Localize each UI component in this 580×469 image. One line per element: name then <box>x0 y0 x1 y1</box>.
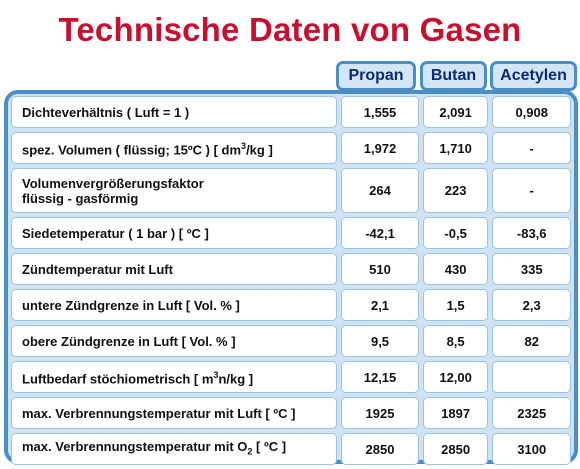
value-butan: 2850 <box>423 433 489 465</box>
value-butan: 223 <box>423 168 489 213</box>
row-label: max. Verbrennungstemperatur mit Luft [ ºC ] <box>11 397 337 429</box>
value-butan: 8,5 <box>423 325 489 357</box>
value-propan: 510 <box>341 253 419 285</box>
value-butan: 2,091 <box>423 96 489 128</box>
table-row <box>11 168 571 213</box>
value-butan: 1897 <box>423 397 489 429</box>
column-header-propan: Propan <box>336 61 416 91</box>
value-propan: 264 <box>341 168 419 213</box>
table-row <box>11 325 571 357</box>
value-acetylen: -83,6 <box>492 217 571 249</box>
value-acetylen: 3100 <box>492 433 571 465</box>
value-butan: -0,5 <box>423 217 489 249</box>
row-label: Zündtemperatur mit Luft <box>11 253 337 285</box>
row-label: untere Zündgrenze in Luft [ Vol. % ] <box>11 289 337 321</box>
value-propan: 1925 <box>341 397 419 429</box>
column-header-acetylen: Acetylen <box>490 61 577 91</box>
value-acetylen: 0,908 <box>492 96 571 128</box>
table-row <box>11 217 571 249</box>
value-acetylen <box>492 361 571 393</box>
value-acetylen: 2,3 <box>492 289 571 321</box>
value-acetylen: 335 <box>492 253 571 285</box>
value-acetylen: - <box>492 168 571 213</box>
value-acetylen: - <box>492 132 571 164</box>
row-label: max. Verbrennungstemperatur mit $O_2$ [ ºC ] <box>11 433 337 465</box>
row-label: Luftbedarf stöchiometrisch [ $m^3n/kg$ ] <box>11 361 337 393</box>
value-butan: 430 <box>423 253 489 285</box>
table-row <box>11 253 571 285</box>
value-propan: 2,1 <box>341 289 419 321</box>
value-butan: 12,00 <box>423 361 489 393</box>
table-row <box>11 132 571 164</box>
value-propan: -42,1 <box>341 217 419 249</box>
gas-data-table <box>4 90 578 464</box>
row-label: spez. Volumen ( flüssig; 15ºC ) [ $dm^3/kg$ ] <box>11 132 337 164</box>
row-label: Volumenvergrößerungsfaktor flüssig - gasförmig <box>11 168 337 213</box>
table-row <box>11 289 571 321</box>
table-row <box>11 433 571 465</box>
value-propan: 1,555 <box>341 96 419 128</box>
table-row <box>11 361 571 393</box>
page-title: Technische Daten von Gasen <box>58 11 522 48</box>
value-acetylen: 82 <box>492 325 571 357</box>
value-propan: 2850 <box>341 433 419 465</box>
table-row <box>11 96 571 128</box>
value-butan: 1,710 <box>423 132 489 164</box>
value-propan: 12,15 <box>341 361 419 393</box>
table-row <box>11 397 571 429</box>
row-label: obere Zündgrenze in Luft [ Vol. % ] <box>11 325 337 357</box>
value-propan: 9,5 <box>341 325 419 357</box>
column-header-butan: Butan <box>420 61 487 91</box>
value-butan: 1,5 <box>423 289 489 321</box>
value-propan: 1,972 <box>341 132 419 164</box>
row-label: Siedetemperatur ( 1 bar ) [ ºC ] <box>11 217 337 249</box>
row-label: Dichteverhältnis ( Luft = 1 ) <box>11 96 337 128</box>
value-acetylen: 2325 <box>492 397 571 429</box>
